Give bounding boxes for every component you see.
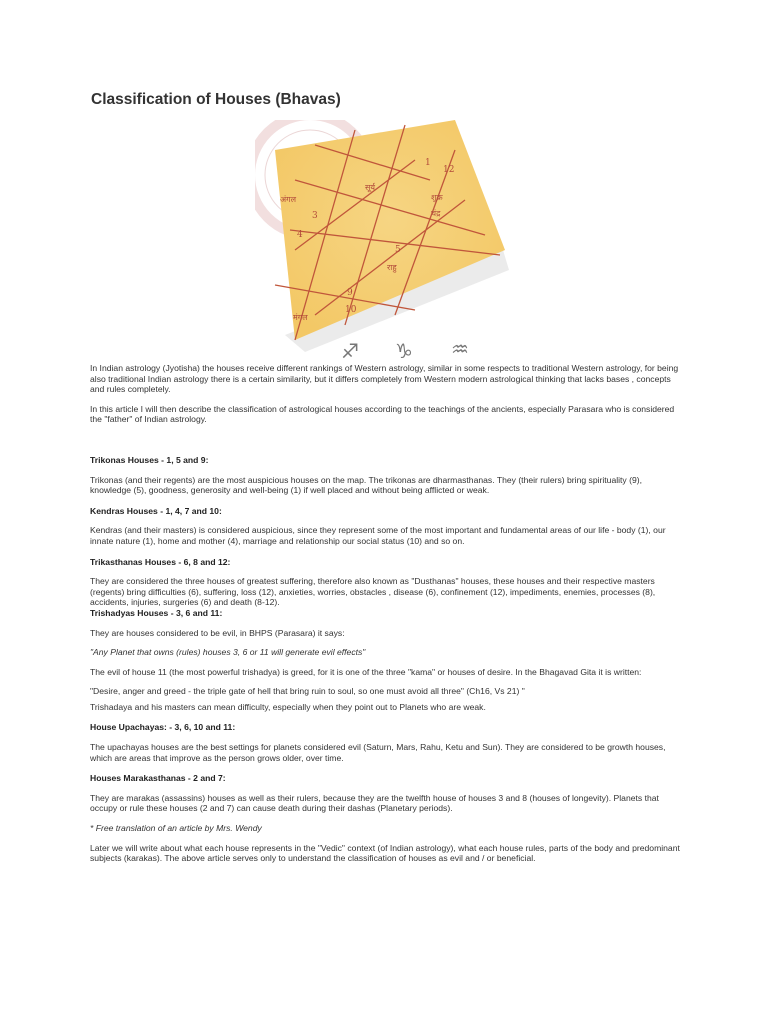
section-text-upachayas: The upachayas houses are the best settings for planets considered evil (Saturn, Mars, Rahu, Ketu and Sun). They are considered to be growth houses, which are areas that improve as the person grows older, over time. bbox=[90, 742, 666, 763]
page-title: Classification of Houses (Bhavas) bbox=[91, 91, 341, 108]
article-body bbox=[90, 363, 680, 864]
intro-paragraph-1: In Indian astrology (Jyotisha) the houses receive different rankings of Western astrology, similar in some respects to traditional Western astrology, for being also traditional Indian astrology there is a certain similarity, but it differs completely from Western modern astrological thinking that lacks bases , concepts and rules completely. bbox=[90, 363, 679, 395]
vedic-astrology-chart-image bbox=[255, 120, 515, 360]
astrology-chart-figure bbox=[255, 120, 515, 360]
section-text-trishadyas-3: Trishadaya and his masters can mean difficulty, especially when they point out to Planets who are weak. bbox=[90, 701, 486, 712]
section-text-trishadyas-2: The evil of house 11 (the most powerful trishadya) is greed, for it is one of the three "kama" or houses of desire. In the Bhagavad Gita it is written: bbox=[90, 666, 642, 677]
section-text-kendras: Kendras (and their masters) is considered auspicious, since they represent some of the most important and fundamental areas of our life - body (1), our innate nature (1), home and mother (4), marriage and relationship our social status (10) and so on. bbox=[90, 525, 666, 546]
sagittarius-icon: ♐ bbox=[341, 339, 359, 360]
svg-text:12: 12 bbox=[443, 165, 455, 175]
aquarius-icon: ♒ bbox=[451, 337, 469, 360]
section-heading-trikasthanas: Trikasthanas Houses - 6, 8 and 12: bbox=[90, 556, 231, 567]
section-heading-trikonas: Trikonas Houses - 1, 5 and 9: bbox=[90, 454, 209, 465]
svg-text:मंगल: मंगल bbox=[293, 313, 308, 322]
section-text-marakasthanas: They are marakas (assassins) houses as well as their rulers, because they are the twelfth house of houses 3 and 8 (houses of longevity). Planets that occupy or rule these houses (2 and 7) can cause death during their dashas (Planetary periods). bbox=[90, 792, 659, 814]
svg-text:शुक्र: शुक्र bbox=[431, 193, 443, 202]
section-heading-trishadyas: Trishadyas Houses - 3, 6 and 11: bbox=[90, 607, 223, 618]
capricorn-icon: ♑ bbox=[395, 339, 413, 360]
section-text-trikasthanas: They are considered the three houses of greatest suffering, therefore also known as "Dusthanas" houses, these houses and their respective masters (regents) bring difficulties (6), suffering, loss (12), anxieties, worries, obstacles , disease (6), confinement (12), impediments, enemies, processes (8), accidents, injuries, surgeries (6) and death (8-12). bbox=[90, 576, 656, 608]
svg-text:अंगल: अंगल bbox=[280, 195, 297, 204]
svg-text:राहु: राहु bbox=[387, 263, 397, 272]
svg-text:1: 1 bbox=[425, 158, 431, 168]
svg-text:10: 10 bbox=[345, 305, 357, 315]
section-heading-marakasthanas: Houses Marakasthanas - 2 and 7: bbox=[90, 773, 226, 784]
svg-text:5: 5 bbox=[395, 245, 401, 255]
intro-paragraph-2: In this article I will then describe the classification of astrological houses according to the teachings of the ancients, especially Parasara who is considered the "father" of Indian astrology. bbox=[90, 403, 675, 425]
svg-text:चंद्र: चंद्र bbox=[431, 209, 441, 218]
section-text-trikonas: Trikonas (and their regents) are the most auspicious houses on the map. The trikonas are dharmasthanas. They (their rulers) bring spirituality (9), knowledge (5), goodness, generosity and well-being (1) if well placed and without being afflicted or weak. bbox=[90, 474, 643, 496]
svg-text:4: 4 bbox=[297, 230, 303, 240]
closing-paragraph: Later we will write about what each house represents in the "Vedic" context (of Indian astrology), what each house rules, parts of the body and predominant subjects (karakas). The above article serves only to understand the classification of houses as evil and / or beneficial. bbox=[90, 842, 680, 864]
footnote: * Free translation of an article by Mrs. Wendy bbox=[90, 823, 262, 834]
svg-text:3: 3 bbox=[312, 211, 318, 221]
svg-text:सूर्य: सूर्य bbox=[365, 183, 376, 192]
parasara-quote: "Any Planet that owns (rules) houses 3, 6 or 11 will generate evil effects" bbox=[90, 647, 366, 658]
svg-text:9: 9 bbox=[347, 288, 353, 298]
zodiac-glyphs bbox=[341, 337, 469, 360]
section-text-trishadyas-1: They are houses considered to be evil, in BHPS (Parasara) it says: bbox=[90, 627, 345, 638]
section-heading-upachayas: House Upachayas: - 3, 6, 10 and 11: bbox=[90, 722, 236, 733]
gita-quote: "Desire, anger and greed - the triple gate of hell that bring ruin to soul, so one must avoid all three" (Ch16, Vs 21) " bbox=[90, 686, 525, 697]
section-heading-kendras: Kendras Houses - 1, 4, 7 and 10: bbox=[90, 505, 222, 516]
